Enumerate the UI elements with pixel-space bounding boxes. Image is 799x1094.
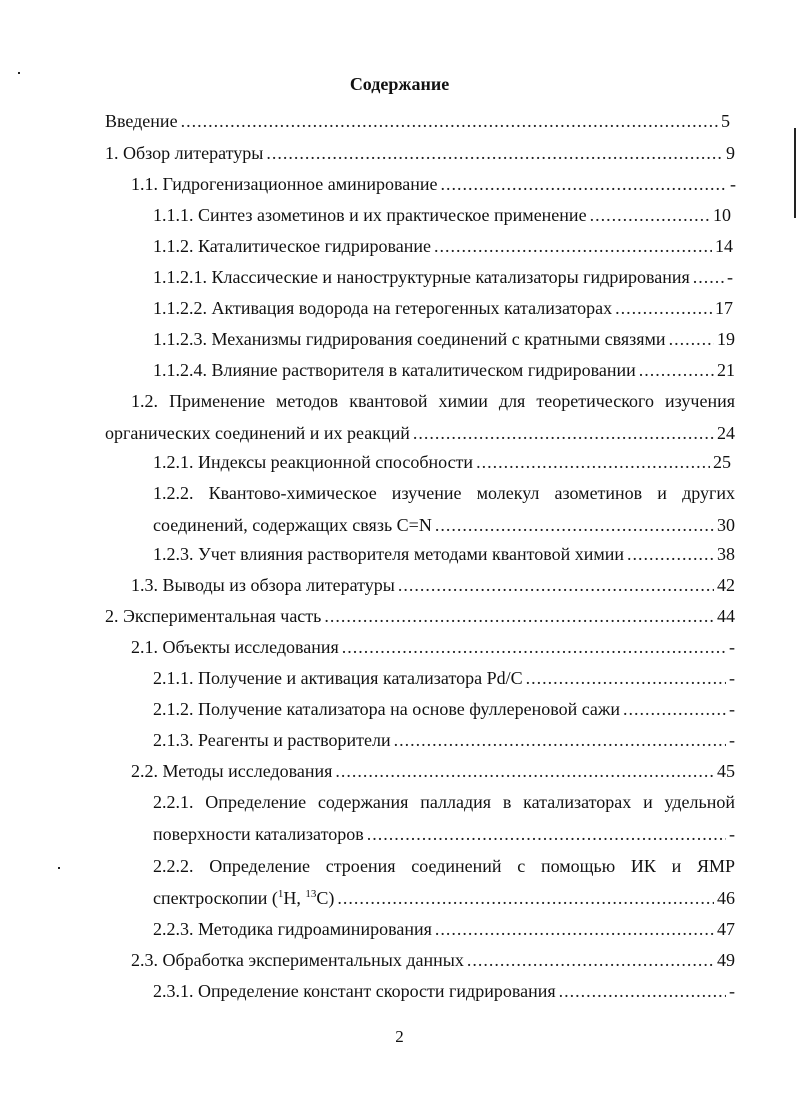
toc-entry: [153, 480, 735, 538]
toc-entry-title: 1.1.2.1. Классические и наноструктурные катализаторы гидрирования: [153, 267, 690, 287]
toc-entry: [153, 665, 735, 691]
leader-dots: [337, 885, 714, 911]
toc-page-number: 9: [726, 143, 735, 163]
toc-page-number: -: [729, 981, 735, 1001]
toc-entry-title: органических соединений и их реакций: [105, 423, 410, 443]
toc-page-number: -: [729, 699, 735, 719]
leader-dots: [615, 295, 712, 321]
leader-dots: [181, 108, 718, 134]
toc-entry: [153, 853, 735, 911]
toc-entry-title: 2.1.2. Получение катализатора на основе фуллереновой сажи: [153, 699, 620, 719]
toc-entry-title: [153, 885, 334, 911]
leader-dots: [266, 140, 723, 166]
toc-entry-title-line1: 2.2.2. Определение строения соединений с помощью ИК и ЯМР: [153, 856, 735, 876]
leader-dots: [435, 916, 714, 942]
toc-page-number: -: [729, 824, 735, 844]
toc-entry-title: 1.1.2.2. Активация водорода на гетерогенных катализаторах: [153, 298, 613, 318]
toc-entry-title: соединений, содержащих связь C=N: [153, 515, 432, 535]
toc-entry: [153, 916, 735, 942]
leader-dots: [413, 420, 714, 446]
toc-page-number: 14: [715, 236, 733, 256]
leader-dots: [441, 171, 727, 197]
toc-page-number: 10: [713, 205, 731, 225]
toc-page-number: 38: [717, 544, 735, 564]
toc-page-number: 46: [717, 888, 735, 908]
toc-entry: [131, 634, 735, 660]
page-number: 2: [395, 1027, 404, 1046]
toc-entry: [153, 202, 731, 228]
isotope-superscript: 1: [277, 888, 284, 900]
toc-entry-title: 2. Экспериментальная часть: [105, 606, 322, 626]
toc-entry: [131, 758, 735, 784]
toc-entry-title: 1.2.3. Учет влияния растворителя методами квантовой химии: [153, 544, 625, 564]
leader-dots: [467, 947, 714, 973]
toc-entry-title-line1: 1.2.2. Квантово-химическое изучение молекул азометинов и других: [153, 483, 735, 503]
toc-entry-title: Введение: [105, 111, 178, 131]
title-part: спектроскопии (: [153, 888, 278, 908]
toc-entry-title: 2.1.1. Получение и активация катализатора Pd/C: [153, 668, 523, 688]
toc-page-number: 42: [717, 575, 735, 595]
toc-entry: [105, 603, 735, 629]
toc-entry-title: 1.1.1. Синтез азометинов и их практическое применение: [153, 205, 587, 225]
toc-entry-title: 2.3.1. Определение констант скорости гидрирования: [153, 981, 556, 1001]
title-part: C): [316, 888, 335, 908]
toc-page-number: -: [729, 637, 735, 657]
toc-page-number: 5: [721, 111, 730, 131]
leader-dots: [639, 357, 714, 383]
toc-entry-title: 1.1.2.3. Механизмы гидрирования соединений с кратными связями: [153, 329, 666, 349]
leader-dots: [526, 665, 726, 691]
toc-entry-title: 1.3. Выводы из обзора литературы: [131, 575, 395, 595]
toc-entry: [153, 541, 735, 567]
leader-dots: [342, 634, 726, 660]
leader-dots: [394, 727, 726, 753]
toc-entry-title: 1.1.2. Каталитическое гидрирование: [153, 236, 431, 256]
toc-entry: [153, 295, 733, 321]
page-title: Содержание: [349, 74, 450, 94]
toc-entry: [153, 264, 733, 290]
leader-dots: [476, 449, 710, 475]
leader-dots: [669, 326, 714, 352]
isotope-superscript: 13: [305, 888, 317, 900]
leader-dots: [324, 603, 714, 629]
toc-page-number: 30: [717, 515, 735, 535]
toc-page-number: 25: [713, 452, 731, 472]
toc-page-number: 45: [717, 761, 735, 781]
toc-entry: [105, 388, 735, 446]
toc-entry-title: 2.2. Методы исследования: [131, 761, 333, 781]
toc-entry-title: 2.1.3. Реагенты и растворители: [153, 730, 391, 750]
toc-entry: [153, 727, 735, 753]
leader-dots: [435, 512, 714, 538]
toc-entry-title: 2.3. Обработка экспериментальных данных: [131, 950, 464, 970]
toc-entry: [153, 789, 735, 847]
toc-page-number: 49: [717, 950, 735, 970]
toc-page-number: 24: [717, 423, 735, 443]
toc-page-number: 44: [717, 606, 735, 626]
toc-entry-title: 1.1.2.4. Влияние растворителя в каталитическом гидрировании: [153, 360, 636, 380]
toc-page-number: -: [727, 267, 733, 287]
toc-entry-title: 1.2.1. Индексы реакционной способности: [153, 452, 474, 472]
leader-dots: [335, 758, 714, 784]
toc-page-number: 47: [717, 919, 735, 939]
toc-entry: [153, 357, 735, 383]
toc-entry: [131, 171, 736, 197]
scan-mark: [58, 867, 60, 869]
toc-entry: [153, 326, 735, 352]
toc-entry-title: 2.2.3. Методика гидроаминирования: [153, 919, 432, 939]
toc-entry: [153, 449, 731, 475]
toc-entry: [131, 947, 735, 973]
toc-entry: [153, 233, 733, 259]
leader-dots: [693, 264, 724, 290]
toc-entry: [105, 108, 730, 134]
title-part: H,: [283, 888, 306, 908]
toc-page-number: 17: [715, 298, 733, 318]
toc-entry-title: поверхности катализаторов: [153, 824, 364, 844]
leader-dots: [623, 696, 726, 722]
leader-dots: [398, 572, 714, 598]
toc-entry-title-line1: 1.2. Применение методов квантовой химии для теоретического изучения: [131, 391, 735, 411]
toc-page-number: 21: [717, 360, 735, 380]
toc-entry: [131, 572, 735, 598]
leader-dots: [590, 202, 710, 228]
toc-entry-title-line1: 2.2.1. Определение содержания палладия в катализаторах и удельной: [153, 792, 735, 812]
toc-entry: [153, 978, 735, 1004]
toc-page-number: -: [729, 668, 735, 688]
toc-entry-title: 2.1. Объекты исследования: [131, 637, 339, 657]
leader-dots: [627, 541, 714, 567]
toc-entry: [153, 696, 735, 722]
toc-entry: [105, 140, 735, 166]
scan-mark: [794, 128, 796, 218]
toc-page-number: 19: [717, 329, 735, 349]
toc-entry-title: 1. Обзор литературы: [105, 143, 264, 163]
toc-page-number: -: [729, 730, 735, 750]
leader-dots: [434, 233, 712, 259]
toc-entry-title: 1.1. Гидрогенизационное аминирование: [131, 174, 438, 194]
scan-mark: [18, 72, 20, 74]
toc-page-number: -: [730, 174, 736, 194]
leader-dots: [559, 978, 726, 1004]
leader-dots: [367, 821, 726, 847]
